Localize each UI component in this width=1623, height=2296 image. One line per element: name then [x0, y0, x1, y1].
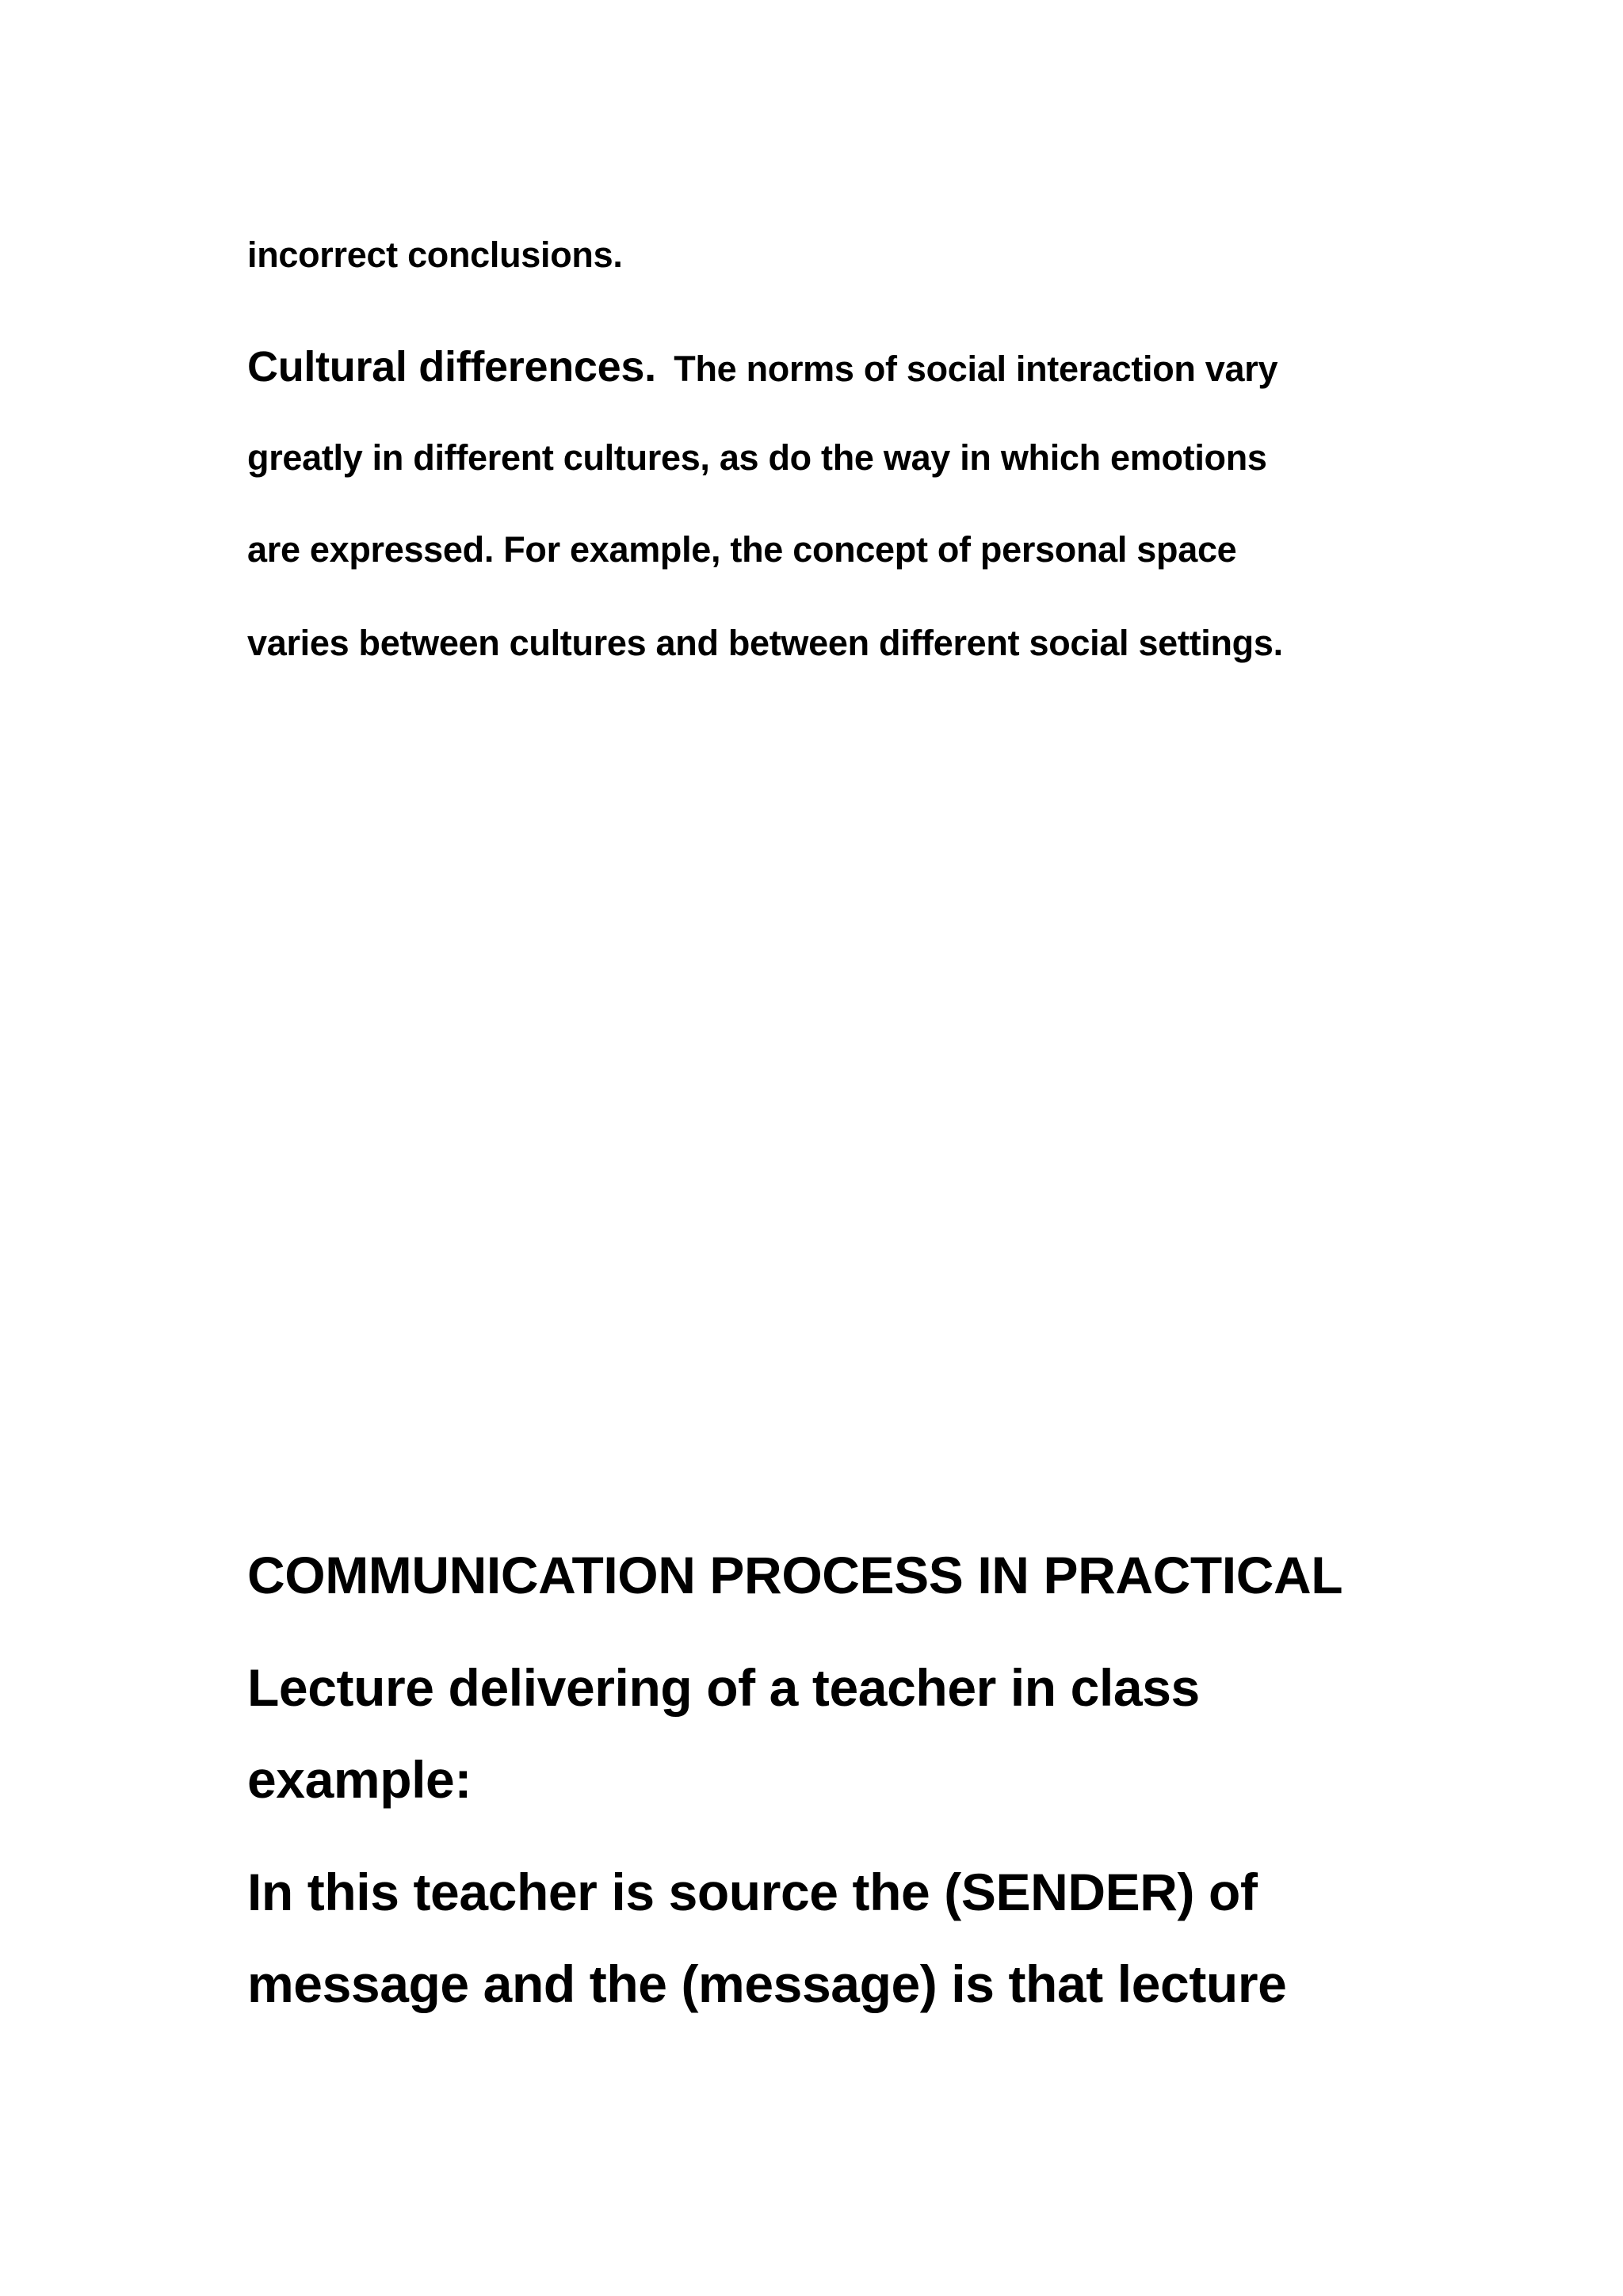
cultural-differences-paragraph-first-line: [247, 342, 1277, 391]
section-heading: COMMUNICATION PROCESS IN PRACTICAL: [247, 1546, 1343, 1604]
paragraph-line-1: The norms of social interaction vary: [674, 349, 1278, 389]
continuation-line: incorrect conclusions.: [247, 235, 623, 275]
cultural-differences-term: Cultural differences.: [247, 343, 656, 391]
paragraph-line-4: varies between cultures and between different social settings.: [247, 623, 1283, 663]
explanation-line-2: message and the (message) is that lecture: [247, 1955, 1287, 2013]
example-line-1: Lecture delivering of a teacher in class: [247, 1658, 1200, 1717]
paragraph-line-3: are expressed. For example, the concept of personal space: [247, 529, 1237, 570]
example-line-2: example:: [247, 1750, 472, 1809]
explanation-line-1: In this teacher is source the (SENDER) of: [247, 1863, 1258, 1921]
paragraph-line-2: greatly in different cultures, as do the way in which emotions: [247, 437, 1267, 478]
